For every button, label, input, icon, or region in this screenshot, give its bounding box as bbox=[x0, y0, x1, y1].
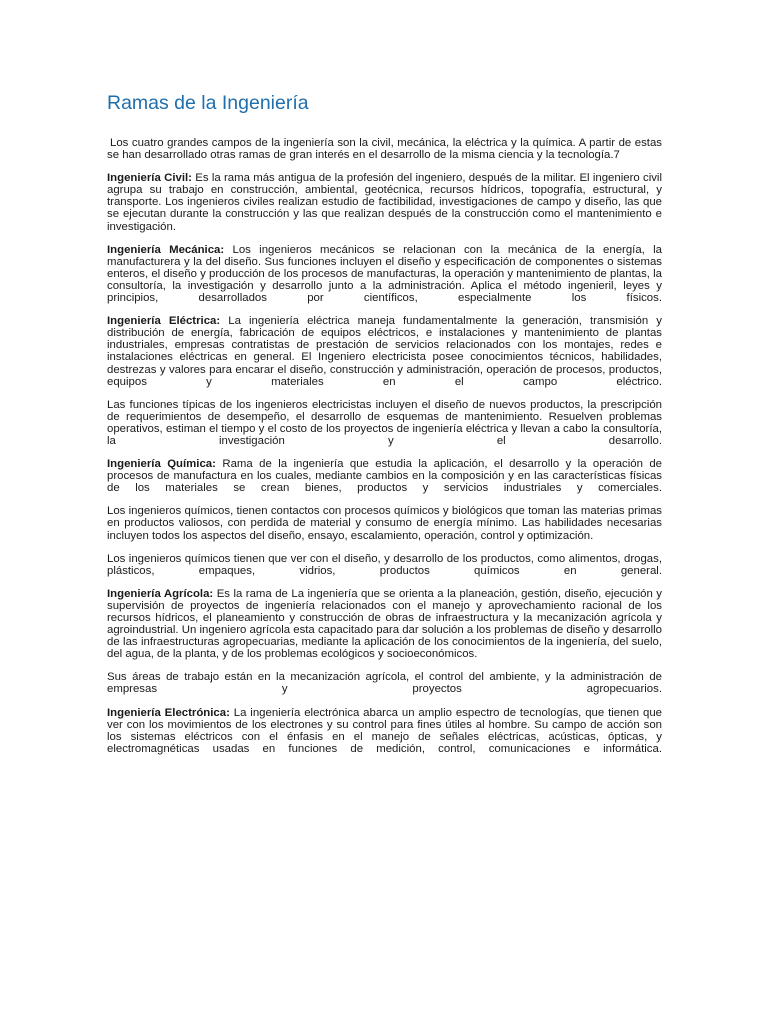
section-text: Los ingenieros mecánicos se relacionan con la mecánica de la energía, la manufacturera y la del diseño. Sus funciones incluyen el diseño y especificación de componentes o sistemas enteros, el diseño y producción de los procesos de manufacturas, la operación y mantenimiento de plantas, la consultoría, la investigación y desarrollo junto a la administración. Aplica el método ingenieril, leyes y principios, desarrollados por científicos, especialmente los físicos. bbox=[107, 243, 662, 305]
section-text: Rama de la ingeniería que estudia la aplicación, el desarrollo y la operación de procesos de manufactura en los cuales, mediante cambios en la composición y en las características físicas de los materiales se crean bienes, productos y servicios industriales y comerciales. bbox=[107, 458, 662, 495]
document-title: Ramas de la Ingeniería bbox=[107, 92, 309, 114]
section-heading: Ingeniería Civil: bbox=[107, 172, 192, 185]
section-heading: Ingeniería Química: bbox=[107, 458, 216, 471]
section-heading: Ingeniería Agrícola: bbox=[107, 587, 214, 600]
section-text: Las funciones típicas de los ingenieros electricistas incluyen el diseño de nuevos productos, la prescripción de requerimientos de desempeño, el desarrollo de esquemas de mantenimiento. Resuelven problemas operativos, estiman el tiempo y el costo de los proyectos de ingeniería eléctrica y llevan a cabo la consultoría, la investigación y el desarrollo. bbox=[107, 398, 662, 447]
section-text: Los ingenieros químicos tienen que ver con el diseño, y desarrollo de los productos, como alimentos, drogas, plásticos, empaques, vidrios, productos químicos en general. bbox=[107, 552, 662, 577]
paragraph-quimica-contactos bbox=[107, 505, 662, 541]
section-text: La ingeniería eléctrica maneja fundamentalmente la generación, transmisión y distribución de energía, fabricación de equipos eléctricos, e instalaciones y mantenimiento de plantas industriales, empresas contratistas de prestación de servicios relacionados con los montajes, redes e instalaciones eléctricas en general. El Ingeniero electricista posee conocimientos técnicos, habilidades, destrezas y valores para encarar el diseño, construcción y administración, operación de procesos, productos, equipos y materiales en el campo eléctrico. bbox=[107, 315, 662, 388]
paragraph-quimica-productos bbox=[107, 553, 662, 577]
section-text: Es la rama más antigua de la profesión del ingeniero, después de la militar. El ingeniero civil agrupa su trabajo en construcción, ambiental, geotécnica, recursos hídricos, topografía, estructural, y transporte. Los ingenieros civiles realizan estudio de factibilidad, investigaciones de campo y diseño, las que se ejecutan durante la construcción y las que realizan después de la construcción como el mantenimiento e investigación. bbox=[107, 172, 662, 233]
section-mecanica bbox=[107, 244, 662, 304]
intro-paragraph: Los cuatro grandes campos de la ingeniería son la civil, mecánica, la eléctrica y la química. A partir de estas se han desarrollado otras ramas de gran interés en el desarrollo de la misma ciencia y la tecnología.7 bbox=[107, 137, 662, 162]
paragraph-electrica-funciones bbox=[107, 399, 662, 447]
section-electrica bbox=[107, 315, 662, 388]
section-text: Los ingenieros químicos, tienen contactos con procesos químicos y biológicos que toman las materias primas en productos valiosos, con perdida de material y consumo de energía mínimo. Las habilidades necesarias incluyen todos los aspectos del diseño, ensayo, escalamiento, operación, control y optimización. bbox=[107, 505, 662, 542]
section-electronica bbox=[107, 707, 662, 755]
section-agricola bbox=[107, 588, 662, 661]
section-heading: Ingeniería Mecánica: bbox=[107, 243, 225, 256]
section-text: Sus áreas de trabajo están en la mecanización agrícola, el control del ambiente, y la administración de empresas y proyectos agropecuarios. bbox=[107, 671, 662, 696]
section-text: La ingeniería electrónica abarca un amplio espectro de tecnologías, que tienen que ver con los movimientos de los electrones y su control para fines útiles al hombre. Su campo de acción son los sistemas eléctricos con el énfasis en el manejo de señales eléctricas, acústicas, ópticas, y electromagnéticas usadas en funciones de medición, control, comunicaciones e informática. bbox=[107, 706, 663, 755]
paragraph-agricola-areas bbox=[107, 671, 662, 695]
section-text: Es la rama de La ingeniería que se orienta a la planeación, gestión, diseño, ejecución y supervisión de proyectos de ingeniería relacionados con el manejo y aprovechamiento racional de los recursos hídricos, el planeamiento y construcción de obras de infraestructura y la mecanización agrícola y agroindustrial. Un ingeniero agrícola esta capacitado para dar solución a los problemas de diseño y desarrollo de las infraestructuras agropecuarias, mediante la aplicación de los conocimientos de la ingeniería, del suelo, del agua, de la planta, y de los problemas ecológicos y socioeconómicos. bbox=[107, 587, 663, 661]
section-civil bbox=[107, 172, 662, 232]
section-quimica bbox=[107, 458, 662, 494]
section-heading: Ingeniería Eléctrica: bbox=[107, 315, 221, 328]
section-heading: Ingeniería Electrónica: bbox=[107, 706, 230, 719]
